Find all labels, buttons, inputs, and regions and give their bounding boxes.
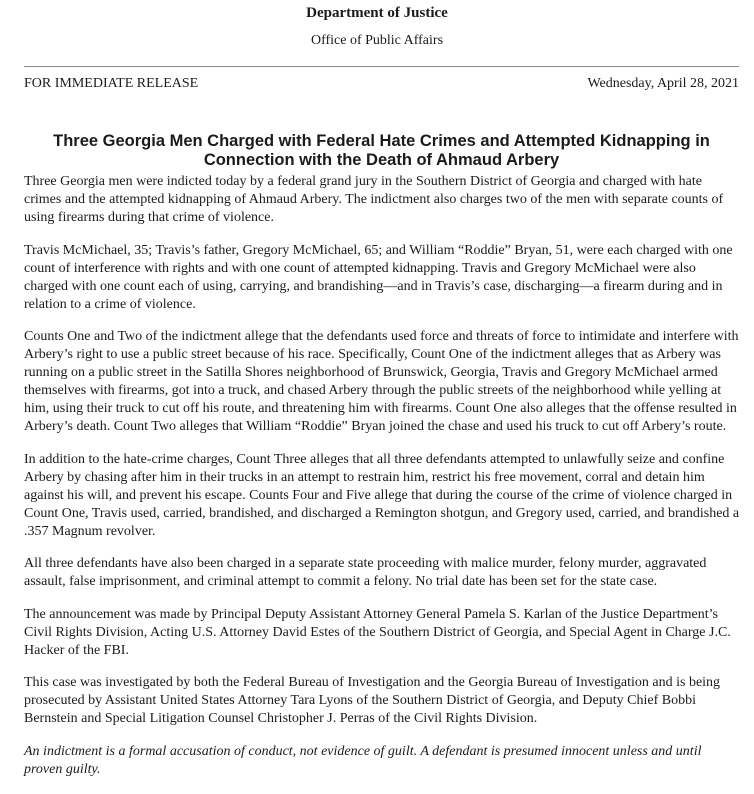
headline: Three Georgia Men Charged with Federal Hate Crimes and Attempted Kidnapping in Connection with the Death of Ahmaud Arbery bbox=[53, 132, 710, 170]
release-label: FOR IMMEDIATE RELEASE bbox=[24, 76, 199, 91]
paragraph-7: This case was investigated by both the Federal Bureau of Investigation and the Georgia Bureau of Investigation and is being prosecuted by Assistant United States Attorney Tara Lyons of the Southern District of Georgia, and Deputy Chief Bobbi Bernstein and Special Litigation Counsel Christopher J. Perras of the Civil Rights Division. bbox=[24, 675, 721, 726]
header-divider bbox=[24, 66, 739, 67]
paragraph-5: All three defendants have also been charged in a separate state proceeding with malice murder, felony murder, aggravated assault, false imprisonment, and criminal attempt to commit a felony. No trial date has been set for the state case. bbox=[24, 556, 707, 589]
paragraph-1: Three Georgia men were indicted today by a federal grand jury in the Southern District of Georgia and charged with hate crimes and the attempted kidnapping of Ahmaud Arbery. The indictment also charges two of the men with separate counts of using firearms during that crime of violence. bbox=[24, 174, 724, 225]
paragraph-2: Travis McMichael, 35; Travis’s father, Gregory McMichael, 65; and William “Roddie” Bryan, 51, were each charged with one count of interference with rights and with one count of attempted kidnapping. Travis and Gregory McMichael were also charged with one count each of using, carrying, and brandishing—and in Travis’s case, discharging—a firearm during and in relation to a crime of violence. bbox=[24, 242, 733, 312]
office-name: Office of Public Affairs bbox=[310, 33, 444, 48]
release-date: Wednesday, April 28, 2021 bbox=[587, 76, 739, 91]
paragraph-6: The announcement was made by Principal Deputy Assistant Attorney General Pamela S. Karlan of the Justice Department’s Civil Rights Division, Acting U.S. Attorney David Estes of the Southern District of Georgia, and Special Agent in Charge J.C. Hacker of the FBI. bbox=[24, 606, 731, 658]
disclaimer: An indictment is a formal accusation of conduct, not evidence of guilt. A defendant is presumed innocent unless and until proven guilty. bbox=[24, 743, 702, 777]
paragraph-3: Counts One and Two of the indictment allege that the defendants used force and threats of force to intimidate and interfere with Arbery’s right to use a public street because of his race. Specifically, Count One of the indictment alleges that as Arbery was running on a public street in the Satilla Shores neighborhood of Brunswick, Georgia, Travis and Gregory McMichael armed themselves with firearms, got into a truck, and chased Arbery through the public streets of the neighborhood while yelling at him, using their truck to cut off his route, and threatening him with firearms. Count One also alleges that the offense resulted in Arbery’s death. Count Two alleges that William “Roddie” Bryan joined the chase and used his truck to cut off Arbery’s route. bbox=[24, 329, 739, 434]
department-name: Department of Justice bbox=[306, 5, 448, 21]
paragraph-4: In addition to the hate-crime charges, Count Three alleges that all three defendants attempted to unlawfully seize and confine Arbery by chasing after him in their trucks in an attempt to restrain him, restrict his free movement, corral and detain him against his will, and prevent his escape. Counts Four and Five allege that during the course of the crime of violence charged in Count One, Travis used, carried, brandished, and discharged a Remington shotgun, and Gregory used, carried, and brandished a .357 Magnum revolver. bbox=[24, 451, 740, 539]
article-body bbox=[24, 173, 740, 779]
